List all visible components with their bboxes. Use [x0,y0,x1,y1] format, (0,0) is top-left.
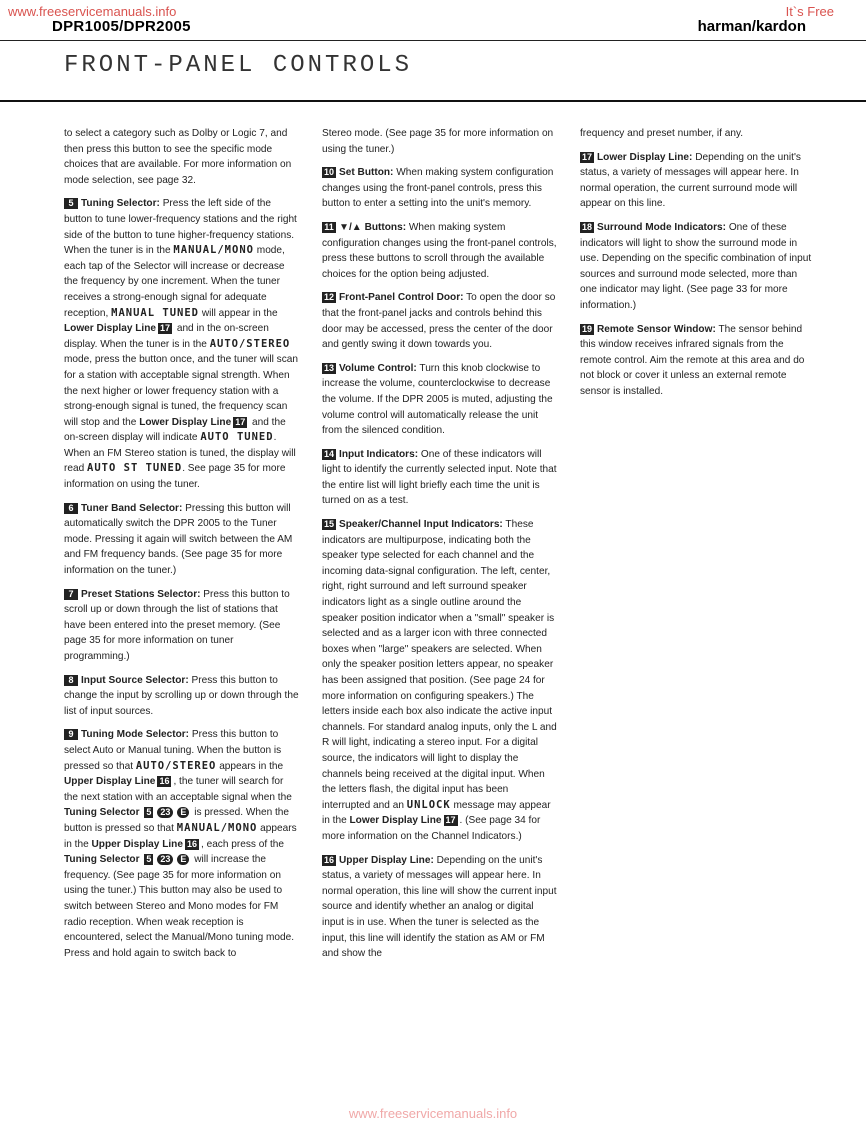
item-number-badge: 10 [324,167,335,178]
page-title: FRONT-PANEL CONTROLS [64,52,413,79]
item-number-badge: 9 [64,729,78,740]
item-number-badge: 17 [582,151,593,162]
watermark-top-left: www.freeservicemanuals.info [8,4,177,19]
item-heading: Remote Sensor Window: [597,323,716,335]
reference-badge: 16 [186,838,197,849]
item-number-badge: 5 [64,198,78,209]
display-message: MANUAL/MONO [176,821,258,834]
item-text: To open the door so that the front-panel jacks and controls behind this door may be accessed, press the center of the door and gently swing it down towards you. [322,292,556,351]
item-text: These indicators are multipurpose, indicating both the speaker type selected for each channel and the incoming data-signal configuration. The left, center, right, right surround and left surround speaker indicators light as a single outline around the speaker position indicator when a "small" speaker is selected and as a larger icon with three connected boxes when "large" speakers are selected. When only the speaker position letters appear, no speaker has been assigned that position. (See page 24 for more information on configuring speakers.) The letters inside each box also indicate the active input channels. For standard analog inputs, only the L and R will light, indicating a stereo input. For a digital source, the indicators will light to display the channels being received at the digital input. When the letters flash, the digital input has been interrupted and an [322,519,557,811]
item-number-badge: 6 [64,503,78,514]
item-link: Lower Display Line [64,323,156,335]
item-heading: Set Button: [339,167,394,179]
item-upper-display-line [322,853,558,962]
item-text: . See page 35 for more information on using the tuner. [64,463,286,491]
item-text: Depending on the unit's status, a variety of messages will appear here. In normal operation, the current surround mode will appear on this line. [580,151,801,210]
item-text: is pressed. When the button is pressed so that [64,807,290,834]
item-link: Lower Display Line [139,416,232,428]
item-text: When making system configuration changes using the front-panel controls, press this button to enter a setting into the unit's memory. [322,167,554,210]
item-speaker-channel-indicators [322,517,558,844]
reference-badge: 17 [160,323,171,334]
item-text: Pressing this button will automatically switch the DPR 2005 to the Tuner mode. Pressing it again will switch between the AM and FM frequency bands. (See page 35 for more information on the tuner.) [64,502,293,577]
item-text: When making system configuration changes using the front-panel controls, press these buttons to scroll through the available choices for the option being adjusted. [322,221,557,280]
item-number-badge: 14 [324,448,335,459]
reference-badge: 5 [146,854,152,865]
item-text: , the tuner will search for the next station with an acceptable signal when the [64,776,292,803]
item-number-badge: 15 [324,519,335,530]
watermark-bottom: www.freeservicemanuals.info [348,1106,518,1121]
item-link: Upper Display Line [64,776,156,788]
item-text: appears in the [219,760,284,772]
item-heading: Tuning Selector: [81,198,160,210]
reference-badge: 17 [235,416,246,427]
item-heading: Preset Stations Selector: [81,588,201,600]
reference-badge: 5 [146,807,152,818]
item-lower-display-line [580,150,816,212]
watermark-top-right: It`s Free [785,4,834,19]
item-input-indicators [322,447,558,509]
item-text: mode, press the button once, and the tuner will scan for a station with acceptable signal strength. When the next higher or lower frequency station with a strong-enough signal is tuned, the frequency scan will stop and the [64,354,298,428]
display-message: MANUAL TUNED [111,306,199,319]
item-link: Upper Display Line [91,838,183,850]
column-1 [64,126,300,969]
item-heading: ▼/▲ Buttons: [339,221,407,233]
display-message: MANUAL/MONO [173,244,254,257]
item-text: appears in the [64,822,297,850]
reference-badge: 23 [157,807,173,818]
item-number-badge: 18 [582,221,593,232]
item-text: One of these indicators will light to identify the currently selected input. Note that the entire list will light briefly each time the unit is turned on as a test. [322,448,557,507]
item-heading: Speaker/Channel Input Indicators: [339,519,503,531]
item-tuning-mode-selector [64,727,300,961]
item-volume-control [322,361,558,439]
item-front-panel-door [322,290,558,352]
reference-badge: E [177,807,189,818]
header-divider [0,40,866,41]
item-remote-sensor-window [580,322,816,400]
display-message: AUTO/STEREO [135,759,217,772]
item-text: Press this button to change the input by scrolling up or down through the list of input sources. [64,674,299,717]
item-tuning-selector [64,196,300,492]
item-set-button [322,165,558,212]
item-text: The sensor behind this window receives infrared signals from the remote control. Aim the remote at this area and do not block or cover it unless an external remote sensor is installed. [580,323,805,397]
display-message: AUTO TUNED [200,431,274,444]
item-heading: Surround Mode Indicators: [597,221,726,233]
model-name: DPR1005/DPR2005 [52,18,191,35]
item-number-badge: 19 [582,323,593,334]
item-preset-stations-selector [64,587,300,665]
item-number-badge: 8 [64,675,78,686]
item-text: . When an FM Stereo station is tuned, the display will read [64,432,296,475]
item-heading: Input Source Selector: [81,674,189,686]
item-arrow-buttons [322,220,558,282]
reference-badge: 17 [445,815,456,826]
brand-logo: harman/kardon [697,18,806,35]
display-message: AUTO/STEREO [209,337,291,350]
col2-intro: Stereo mode. (See page 35 for more information on using the tuner.) [322,128,554,155]
item-number-badge: 7 [64,589,78,600]
item-text: , each press of the [200,838,285,850]
item-heading: Lower Display Line: [597,151,693,163]
title-divider [0,100,866,102]
item-text: and in the on-screen display. When the tuner is in the [64,323,269,350]
item-number-badge: 16 [324,854,335,865]
item-heading: Tuner Band Selector: [81,502,183,514]
item-number-badge: 13 [324,362,335,373]
item-link: Tuning Selector [64,854,140,866]
item-number-badge: 11 [322,222,336,233]
item-text: Press this button to select Auto or Manual tuning. When the button is pressed so that [64,729,282,772]
item-input-source-selector [64,673,300,720]
item-link: Lower Display Line [349,815,442,827]
item-text: . (See page 34 for more information on the Channel Indicators.) [322,815,541,842]
col3-intro: frequency and preset number, if any. [580,128,744,139]
item-heading: Upper Display Line: [339,854,434,866]
col1-intro: to select a category such as Dolby or Logic 7, and then press this button to see the specific mode choices that are available. For more information on mode selection, see page 32. [64,128,292,186]
column-2 [322,126,558,970]
item-number-badge: 12 [324,292,335,303]
item-text: mode, each tap of the Selector will increase or decrease the frequency by one increment. When the tuner receives a strong-enough signal for adequate reception, [64,245,285,319]
item-tuner-band-selector [64,501,300,579]
item-heading: Volume Control: [339,362,417,374]
reference-badge: 16 [159,776,170,787]
item-text: and the on-screen display will indicate [64,416,286,444]
item-text: message may appear in the [322,799,551,827]
column-3 [580,126,816,408]
reference-badge: 23 [157,854,173,865]
item-text: will appear in the [201,307,278,319]
item-text: Press the left side of the button to tune lower-frequency stations and the right side of the button to tune higher-frequency stations. When the tuner is in the [64,198,297,257]
item-link: Tuning Selector [64,807,140,819]
item-text: Depending on the unit's status, a variety of messages will appear here. In normal operation, this line will show the current input source and identify whether an analog or digital input is in use. When the tuner is selected as the input, this line will identify the station as AM or FM and show the [322,854,557,960]
item-heading: Tuning Mode Selector: [81,729,190,741]
item-text: Press this button to scroll up or down through the list of stations that have been entered into the preset memory. (See page 35 for more information on tuner programming.) [64,588,290,662]
display-message: AUTO ST TUNED [87,462,183,475]
item-surround-mode-indicators [580,220,816,314]
item-text: Turn this knob clockwise to increase the volume, counterclockwise to decrease the volume. If the DPR 2005 is muted, adjusting the volume control will automatically release the unit from the silenced condition. [322,362,553,437]
item-heading: Front-Panel Control Door: [339,292,464,304]
item-text: will increase the frequency. (See page 35 for more information on using the tuner.) This button may also be used to switch between Stereo and Mono modes for FM radio reception. When weak reception is encountered, select the Manual/Mono tuning mode. Press and hold again to switch back to [64,854,295,959]
reference-badge: E [177,854,189,865]
item-text: One of these indicators will light to show the surround mode in use. Depending on the specific combination of input sources and surround mode selected, more than one indicator may light. (See page 33 for more information.) [580,221,812,311]
display-message: UNLOCK [406,798,451,811]
item-heading: Input Indicators: [339,448,419,460]
